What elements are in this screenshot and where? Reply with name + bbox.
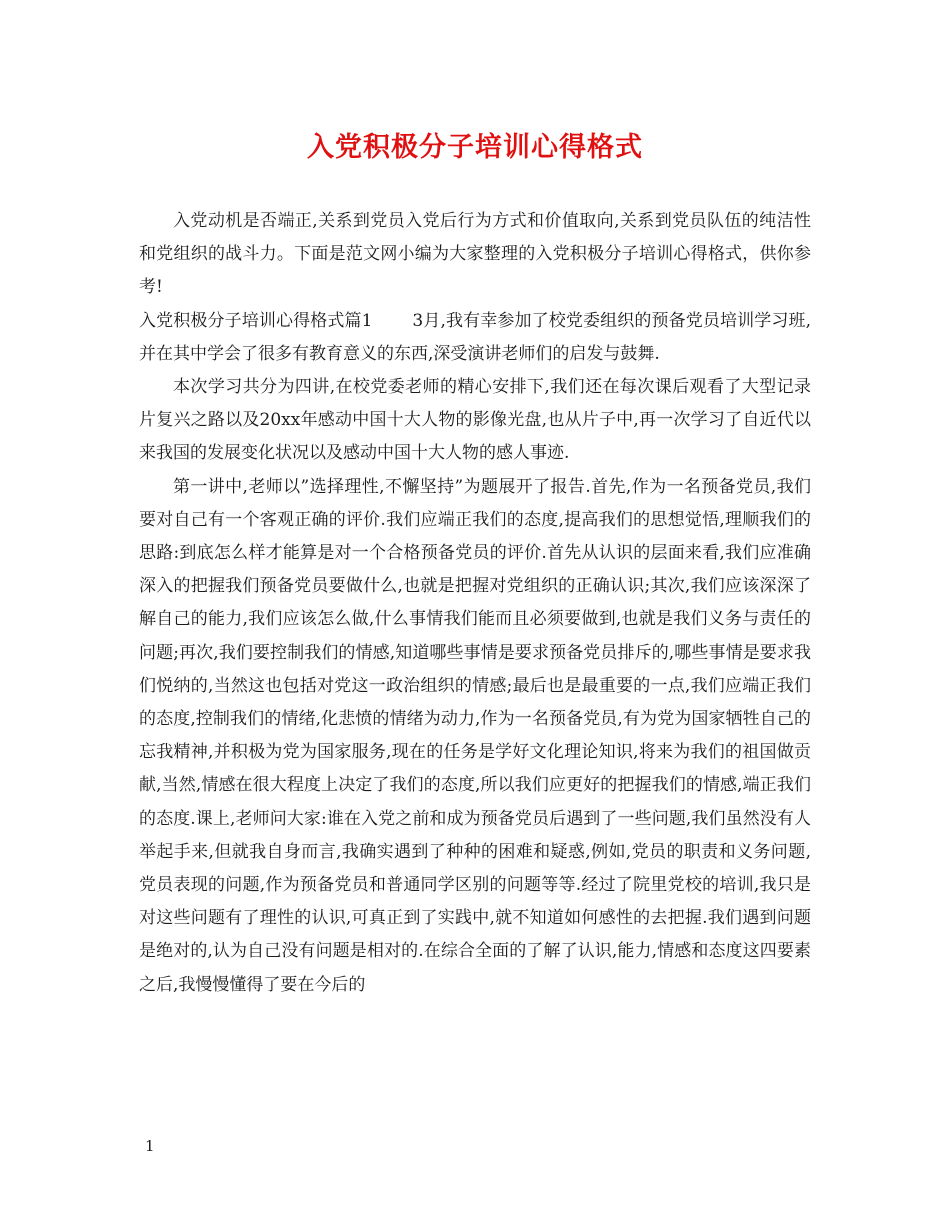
- section-paragraph: [139, 305, 811, 371]
- paragraph-3: 第一讲中,老师以”选择理性,不懈坚持”为题展开了报告.首先,作为一名预备党员,我们要对自己有一个客观正确的评价.我们应端正我们的态度,提高我们的思想觉悟,理顺我们的思路:到底怎么样才能算是对一个合格预备党员的评价.首先从认识的层面来看,我们应准确深入的把握我们预备党员要做什么,也就是把握对党组织的正确认识;其次,我们应该深深了解自己的能力,我们应该怎么做,什么事情我们能而且必须要做到,也就是我们义务与责任的问题;再次,我们要控制我们的情感,知道哪些事情是要求预备党员排斥的,哪些事情是要求我们悦纳的,当然这也包括对党这一政治组织的情感;最后也是最重要的一点,我们应端正我们的态度,控制我们的情绪,化悲愤的情绪为动力,作为一名预备党员,有为党为国家牺牲自己的忘我精神,并积极为党为国家服务,现在的任务是学好文化理论知识,将来为我们的祖国做贡献,当然,情感在很大程度上决定了我们的态度,所以我们应更好的把握我们的情感,端正我们的态度.课上,老师问大家:谁在入党之前和成为预备党员后遇到了一些问题,我们虽然没有人举起手来,但就我自身而言,我确实遇到了种种的困难和疑惑,例如,党员的职责和义务问题,党员表现的问题,作为预备党员和普通同学区别的问题等等.经过了院里党校的培训,我只是对这些问题有了理性的认识,可真正到了实践中,就不知道如何感性的去把握.我们遇到问题是绝对的,认为自己没有问题是相对的.在综合全面的了解了认识,能力,情感和态度这四要素之后,我慢慢懂得了要在今后的: [139, 476, 811, 995]
- section-heading: 入党积极分子培训心得格式篇1: [139, 310, 373, 331]
- document-body: [139, 205, 811, 1002]
- document-title: 入党积极分子培训心得格式: [307, 132, 643, 163]
- paragraph-2: 本次学习共分为四讲,在校党委老师的精心安排下,我们还在每次课后观看了大型记录片复兴之路以及20xx年感动中国十大人物的影像光盘,也从片子中,再一次学习了自近代以来我国的发展变化状况以及感动中国十大人物的感人事迹.: [139, 377, 811, 464]
- page-number: 1: [145, 1137, 155, 1155]
- intro-paragraph: 入党动机是否端正,关系到党员入党后行为方式和价值取向,关系到党员队伍的纯洁性和党组织的战斗力。下面是范文网小编为大家整理的入党积极分子培训心得格式，供你参考!: [139, 211, 811, 298]
- section-paragraph-text: 3月,我有幸参加了校党委组织的预备党员培训学习班,并在其中学会了很多有教育意义的东西,深受演讲老师们的启发与鼓舞.: [139, 310, 811, 364]
